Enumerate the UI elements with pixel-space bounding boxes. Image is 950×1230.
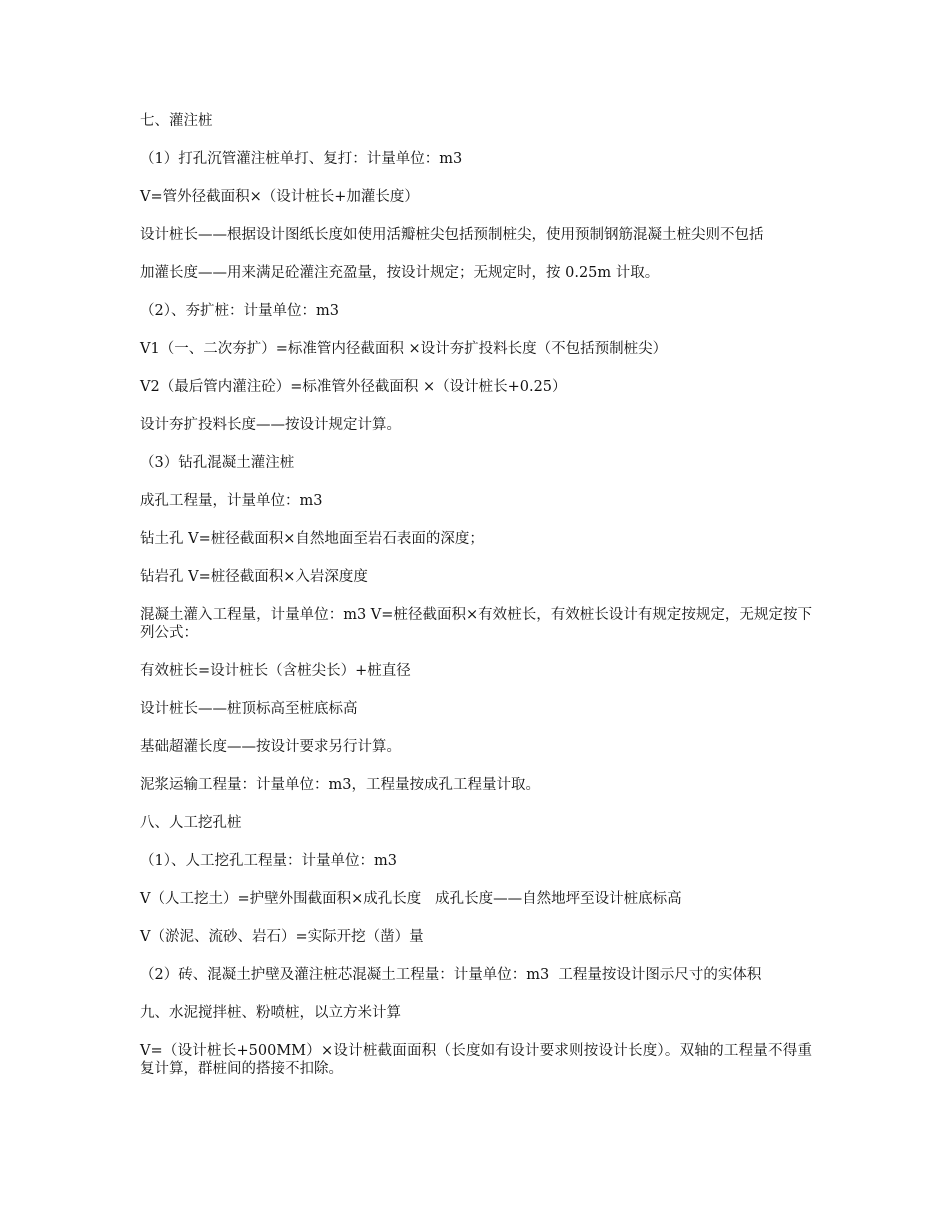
section-heading-8: 八、人工挖孔桩 — [140, 815, 242, 831]
paragraph: （3）钻孔混凝土灌注桩 — [140, 455, 295, 471]
paragraph: V1（一、二次夯扩）=标准管内径截面积 ×设计夯扩投料长度（不包括预制桩尖） — [140, 341, 668, 357]
paragraph: V（淤泥、流砂、岩石）=实际开挖（凿）量 — [140, 929, 424, 945]
paragraph: （1）打孔沉管灌注桩单打、复打：计量单位：m3 — [140, 151, 463, 167]
paragraph: 加灌长度——用来满足砼灌注充盈量，按设计规定；无规定时，按 0.25m 计取。 — [140, 265, 660, 281]
paragraph: 基础超灌长度——按设计要求另行计算。 — [140, 739, 401, 755]
paragraph: V=（设计桩长+500MM）×设计桩截面面积（长度如有设计要求则按设计长度）。双轴的工程量不得重复计算，群桩间的搭接不扣除。 — [140, 1043, 812, 1077]
paragraph: （2）砖、混凝土护壁及灌注桩芯混凝土工程量：计量单位：m3 工程量按设计图示尺寸的实体积 — [140, 967, 762, 983]
paragraph: 设计夯扩投料长度——按设计规定计算。 — [140, 417, 401, 433]
paragraph: 成孔工程量，计量单位：m3 — [140, 493, 323, 509]
section-heading-7: 七、灌注桩 — [140, 113, 213, 129]
paragraph: 混凝土灌入工程量，计量单位：m3 V=桩径截面积×有效桩长，有效桩长设计有规定按规定，无规定按下列公式： — [140, 607, 812, 641]
paragraph: 有效桩长=设计桩长（含桩尖长）+桩直径 — [140, 663, 411, 679]
paragraph: 泥浆运输工程量：计量单位：m3，工程量按成孔工程量计取。 — [140, 777, 540, 793]
paragraph: （1）、人工挖孔工程量：计量单位：m3 — [140, 853, 397, 869]
paragraph: 设计桩长——桩顶标高至桩底标高 — [140, 701, 358, 717]
paragraph: （2）、夯扩桩：计量单位：m3 — [140, 303, 339, 319]
document-body — [140, 112, 812, 1098]
paragraph: 钻岩孔 V=桩径截面积×入岩深度度 — [140, 569, 368, 585]
section-heading-9: 九、水泥搅拌桩、粉喷桩，以立方米计算 — [140, 1005, 401, 1021]
paragraph: V=管外径截面积×（设计桩长+加灌长度） — [140, 189, 419, 205]
paragraph: 设计桩长——根据设计图纸长度如使用活瓣桩尖包括预制桩尖，使用预制钢筋混凝土桩尖则不包括 — [140, 227, 764, 243]
paragraph: 钻土孔 V=桩径截面积×自然地面至岩石表面的深度； — [140, 531, 484, 547]
paragraph: V（人工挖土）=护壁外围截面积×成孔长度 成孔长度——自然地坪至设计桩底标高 — [140, 891, 682, 907]
paragraph: V2（最后管内灌注砼）=标准管外径截面积 ×（设计桩长+0.25） — [140, 379, 567, 395]
